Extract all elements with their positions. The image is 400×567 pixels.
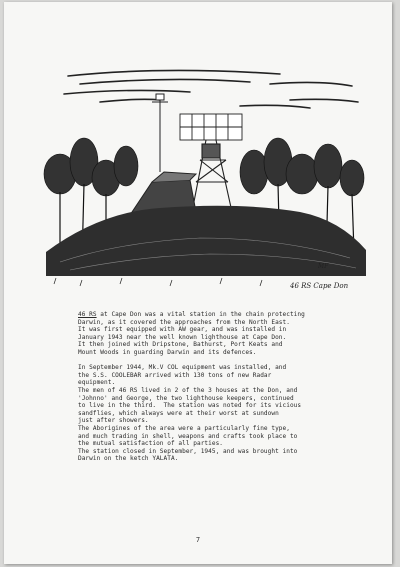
paragraph-1-line: Darwin, as it covered the approaches from the North East.	[78, 318, 290, 326]
paragraph-2-line: 'Johnno' and George, the two lighthouse keepers, continued	[78, 394, 294, 402]
document-page	[4, 2, 392, 564]
paragraph-2-line: to live in the third. The station was noted for its vicious	[78, 402, 302, 410]
paragraph-2-line: sandflies, which always were at their worst at sundown	[78, 409, 279, 417]
foreground-grass	[54, 278, 262, 286]
paragraph-2-line: The Aborigines of the area were a particularly fine type,	[78, 424, 290, 432]
paragraph-1-line: It then joined with Dripstone, Bathurst, Port Keats and	[78, 341, 283, 349]
paragraph-1-line-1: 46 RS at Cape Don was a vital station in the chain protecting	[78, 311, 305, 318]
paragraph-2-line: The station closed in September, 1945, and was brought into	[78, 447, 298, 455]
body-text	[78, 311, 378, 463]
paragraph-2-line: Darwin on the ketch YALATA.	[78, 455, 179, 463]
paragraph-1-line: January 1943 near the well known lighthouse at Cape Don.	[78, 333, 287, 341]
sky-streaks	[64, 70, 358, 108]
radar-tower	[192, 140, 232, 212]
paragraph-gap	[78, 357, 378, 365]
paragraph-1-line: Mount Woods in guarding Darwin and its defences.	[78, 348, 257, 356]
paragraph-2-line: just after showers.	[78, 417, 149, 425]
unit-label: 46 RS	[78, 311, 97, 318]
illustration-signature: MF	[318, 263, 329, 270]
paragraph-2-line: equipment.	[78, 379, 116, 387]
illustration-caption: 46 RS Cape Don	[290, 282, 349, 290]
station-hut	[132, 172, 196, 212]
paragraph-2-line: In September 1944, Mk.V COL equipment was installed, and	[78, 364, 287, 372]
radar-antenna-array	[180, 114, 242, 140]
paragraph-1-line: It was first equipped with AW gear, and was installed in	[78, 326, 287, 334]
paragraph-2-line: and much trading in shell, weapons and crafts took place to	[78, 432, 298, 440]
page-number: 7	[195, 536, 201, 544]
paragraph-2-line: the mutual satisfaction of all parties.	[78, 440, 224, 448]
paragraph-2-line: the S.S. COOLEBAR arrived with 130 tons of new Radar	[78, 371, 272, 379]
paragraph-2-line: The men of 46 RS lived in 2 of the 3 houses at the Don, and	[78, 386, 298, 394]
radar-station-illustration	[40, 62, 370, 302]
radar-mast	[152, 94, 168, 172]
